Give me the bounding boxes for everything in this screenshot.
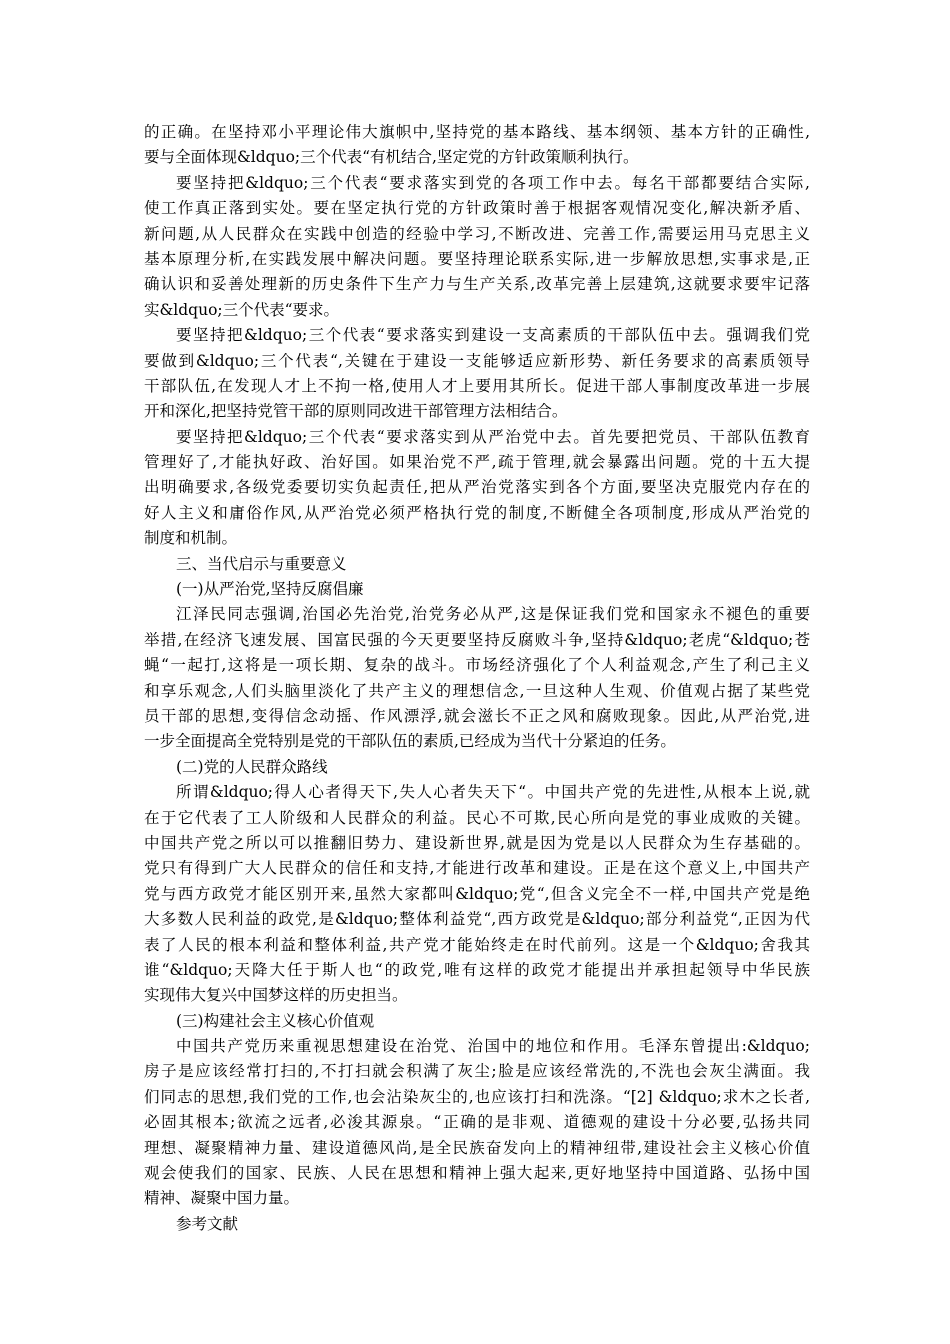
- text-line: 确认识和妥善处理新的历史条件下生产力与生产关系,改革完善上层建筑,这就要求要牢记落: [144, 275, 810, 294]
- text-line: 中国共产党之所以可以推翻旧势力、建设新世界,就是因为党是以人民群众为生存基础的。: [144, 833, 810, 852]
- text-line: 房子是应该经常打扫的,不打扫就会积满了灰尘;脸是应该经常洗的,不洗也会灰尘满面。我: [144, 1062, 810, 1081]
- text-line: 好人主义和庸俗作风,从严治党必须严格执行党的制度,不断健全各项制度,形成从严治党的: [144, 503, 810, 522]
- text-line: 表了人民的根本利益和整体利益,共产党才能始终走在时代前列。这是一个&ldquo;舍我其: [144, 935, 810, 954]
- text-line: 们同志的思想,我们党的工作,也会沾染灰尘的,也应该打扫和洗涤。“[2] &ldquo;求木之长者,: [144, 1087, 810, 1106]
- text-line: 要坚持把&ldquo;三个代表“要求落实到建设一支高素质的干部队伍中去。强调我们党: [176, 326, 810, 345]
- text-line: 在于它代表了工人阶级和人民群众的利益。民心不可欺,民心所向是党的事业成败的关键。: [144, 808, 810, 827]
- text-line: 党只有得到广大人民群众的信任和支持,才能进行改革和建设。正是在这个意义上,中国共产: [144, 859, 810, 878]
- text-line: 和享乐观念,人们头脑里淡化了共产主义的理想信念,一旦这种人生观、价值观占据了某些党: [144, 681, 810, 700]
- subsection-heading: (二)党的人民群众路线: [176, 757, 328, 776]
- text-line: 一步全面提高全党特别是党的干部队伍的素质,已经成为当代十分紧迫的任务。: [144, 732, 676, 751]
- text-line: 实现伟大复兴中国梦这样的历史担当。: [144, 986, 408, 1005]
- text-line: 理想、凝聚精神力量、建设道德风尚,是全民族奋发向上的精神纽带,建设社会主义核心价值: [144, 1138, 810, 1157]
- text-line: 举措,在经济飞速发展、国富民强的今天更要坚持反腐败斗争,坚持&ldquo;老虎“&ldquo;苍: [144, 630, 810, 649]
- text-line: 党与西方政党才能区别开来,虽然大家都叫&ldquo;党“,但含义完全不一样,中国共产党是绝: [144, 884, 810, 903]
- text-line: 使工作真正落到实处。要在坚定执行党的方针政策时善于根据客观情况变化,解决新矛盾、: [144, 199, 810, 218]
- text-line: 江泽民同志强调,治国必先治党,治党务必从严,这是保证我们党和国家永不褪色的重要: [176, 605, 810, 624]
- text-line: 管理好了,才能执好政、治好国。如果治党不严,疏于管理,就会暴露出问题。党的十五大提: [144, 453, 810, 472]
- text-line: 的正确。在坚持邓小平理论伟大旗帜中,坚持党的基本路线、基本纲领、基本方针的正确性,: [144, 123, 810, 141]
- text-line: 新问题,从人民群众在实践中创造的经验中学习,不断改进、完善工作,需要运用马克思主义: [144, 224, 810, 243]
- text-line: 所谓&ldquo;得人心者得天下,失人心者失天下“。中国共产党的先进性,从根本上说,就: [176, 783, 810, 802]
- text-line: 开和深化,把坚持党管干部的原则同改进干部管理方法相结合。: [144, 402, 568, 421]
- text-line: 干部队伍,在发现人才上不拘一格,使用人才上要用其所长。促进干部人事制度改革进一步展: [144, 376, 810, 395]
- text-line: 员干部的思想,变得信念动摇、作风漂浮,就会滋长不正之风和腐败现象。因此,从严治党,进: [144, 706, 810, 725]
- text-line: 蝇“一起打,这将是一项长期、复杂的战斗。市场经济强化了个人利益观念,产生了利己主义: [144, 656, 810, 675]
- subsection-heading: (一)从严治党,坚持反腐倡廉: [176, 580, 364, 599]
- references-heading: 参考文献: [176, 1214, 239, 1233]
- subsection-heading: (三)构建社会主义核心价值观: [176, 1011, 375, 1030]
- text-line: 必固其根本;欲流之远者,必浚其源泉。“正确的是非观、道德观的建设十分必要,弘扬共同: [144, 1113, 810, 1132]
- text-line: 出明确要求,各级党委要切实负起责任,把从严治党落实到各个方面,要坚决克服党内存在的: [144, 478, 810, 497]
- text-line: 要坚持把&ldquo;三个代表“要求落实到党的各项工作中去。每名干部都要结合实际,: [176, 173, 810, 192]
- text-line: 基本原理分析,在实践发展中解决问题。要坚持理论联系实际,进一步解放思想,实事求是,正: [144, 249, 810, 268]
- text-line: 中国共产党历来重视思想建设在治党、治国中的地位和作用。毛泽东曾提出:&ldquo;: [176, 1037, 810, 1056]
- text-line: 精神、凝聚中国力量。: [144, 1189, 300, 1208]
- document-page: [144, 120, 810, 1237]
- text-line: 要做到&ldquo;三个代表“,关键在于建设一支能够适应新形势、新任务要求的高素质领导: [144, 351, 810, 370]
- text-line: 大多数人民利益的政党,是&ldquo;整体利益党“,西方政党是&ldquo;部分利益党“,正因为代: [144, 910, 810, 929]
- text-line: 制度和机制。: [144, 529, 238, 548]
- text-line: 要与全面体现&ldquo;三个代表“有机结合,坚定党的方针政策顺利执行。: [144, 148, 639, 167]
- text-line: 实&ldquo;三个代表“要求。: [144, 300, 340, 319]
- text-line: 观会使我们的国家、民族、人民在思想和精神上强大起来,更好地坚持中国道路、弘扬中国: [144, 1164, 810, 1183]
- text-line: 要坚持把&ldquo;三个代表“要求落实到从严治党中去。首先要把党员、干部队伍教育: [176, 427, 810, 446]
- text-line: 谁“&ldquo;天降大任于斯人也“的政党,唯有这样的政党才能提出并承担起领导中华民族: [144, 960, 810, 979]
- section-heading: 三、当代启示与重要意义: [176, 554, 347, 573]
